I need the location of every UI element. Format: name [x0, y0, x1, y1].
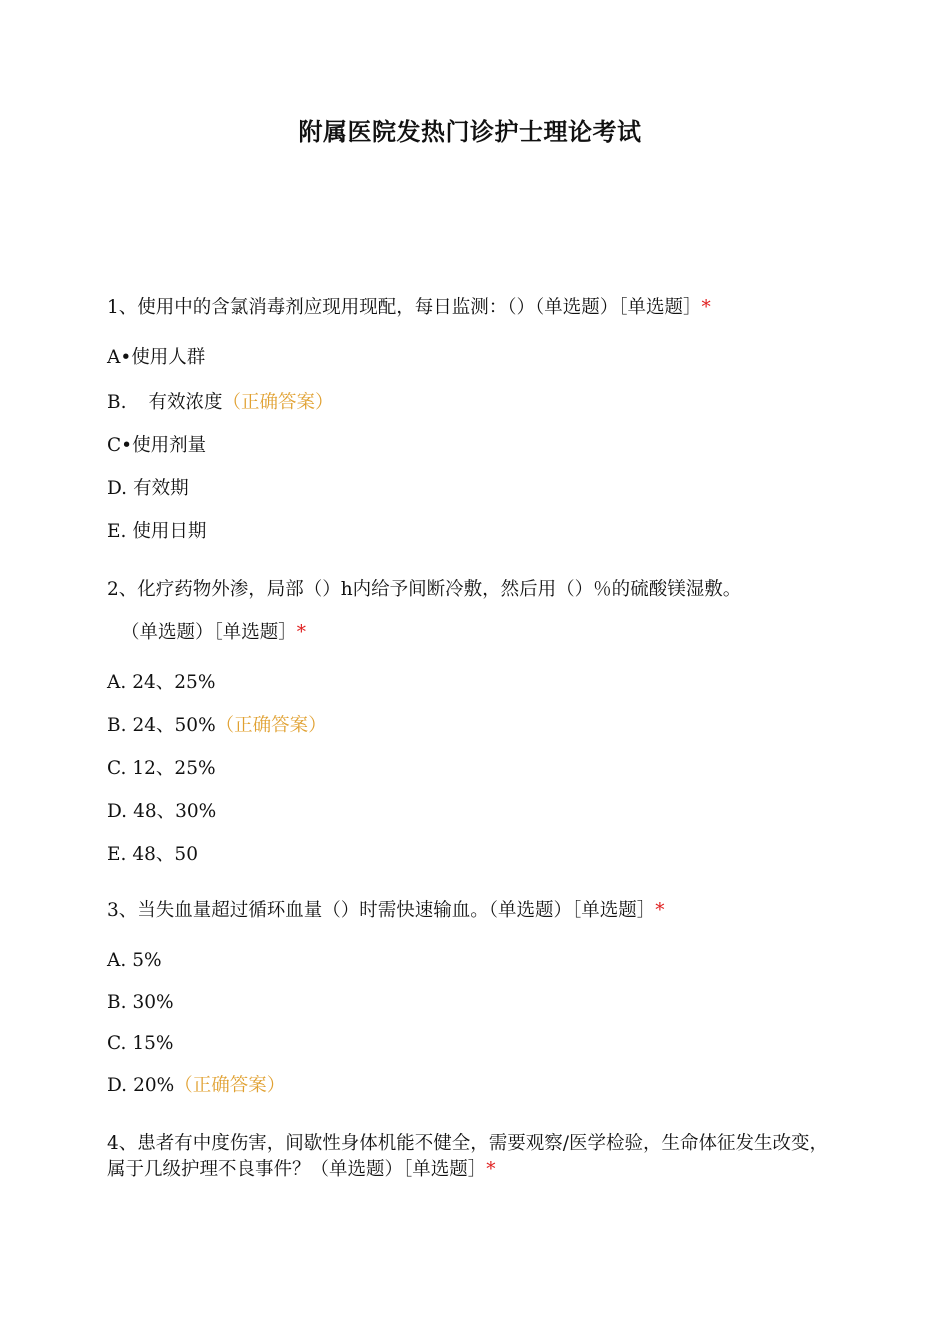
- option-text: 15%: [132, 1033, 174, 1054]
- q1-option-b[interactable]: [107, 391, 334, 415]
- correct-answer-label: （正确答案）: [174, 1075, 286, 1096]
- option-letter: D.: [107, 478, 128, 499]
- option-letter: C.: [107, 1033, 127, 1054]
- option-letter: D.: [107, 1075, 128, 1096]
- q2-option-d[interactable]: [107, 800, 216, 824]
- option-text: 24、25%: [132, 672, 216, 693]
- option-letter: A•: [107, 347, 132, 368]
- option-text: 20%: [133, 1075, 175, 1096]
- option-letter: E.: [107, 521, 127, 542]
- question-4-text: 4、患者有中度伤害，间歇性身体机能不健全，需要观察/医学检验，生命体征发生改变，属于几级护理不良事件？（单选题）［单选题］: [107, 1133, 829, 1180]
- correct-answer-label: （正确答案）: [222, 392, 334, 413]
- page-title: 附属医院发热门诊护士理论考试: [298, 118, 642, 146]
- option-text: 使用日期: [132, 521, 207, 542]
- q3-option-c[interactable]: [107, 1032, 174, 1056]
- option-letter: D.: [107, 801, 128, 822]
- q3-option-b[interactable]: [107, 991, 174, 1015]
- option-text: 30%: [132, 992, 174, 1013]
- correct-answer-label: （正确答案）: [215, 715, 327, 736]
- question-1: [107, 296, 711, 320]
- required-mark: *: [655, 900, 665, 921]
- question-4: [107, 1131, 842, 1183]
- option-text: 48、50: [132, 844, 198, 865]
- q2-option-a[interactable]: [107, 671, 215, 695]
- q1-option-d[interactable]: [107, 477, 189, 501]
- q3-option-a[interactable]: [107, 949, 162, 973]
- q2-option-b[interactable]: [107, 714, 327, 738]
- question-2-text: 2、化疗药物外渗，局部（）h内给予间断冷敷，然后用（）％的硫酸镁湿敷。: [107, 579, 742, 600]
- option-text: 5%: [132, 950, 162, 971]
- question-3: [107, 899, 665, 923]
- question-2: [107, 578, 741, 602]
- option-text: 48、30%: [133, 801, 217, 822]
- option-letter: A.: [107, 950, 127, 971]
- required-mark: *: [486, 1159, 496, 1180]
- option-letter: B.: [107, 392, 127, 413]
- question-1-text: 1、使用中的含氯消毒剂应现用现配，每日监测：（）（单选题）［单选题］: [107, 297, 702, 318]
- option-text: 12、25%: [132, 758, 216, 779]
- option-text: 使用人群: [131, 347, 206, 368]
- option-letter: B.: [107, 715, 127, 736]
- option-text: 使用剂量: [132, 435, 207, 456]
- option-letter: A.: [107, 672, 127, 693]
- q2-option-e[interactable]: [107, 843, 198, 867]
- question-2-type: （单选题）［单选题］: [121, 622, 297, 643]
- q1-option-a[interactable]: [107, 346, 205, 370]
- option-letter: C.: [107, 758, 127, 779]
- q1-option-e[interactable]: [107, 520, 206, 544]
- option-letter: E.: [107, 844, 127, 865]
- option-letter: C•: [107, 435, 133, 456]
- required-mark: *: [296, 622, 307, 643]
- question-2-cont: [121, 621, 306, 645]
- q1-option-c[interactable]: [107, 434, 206, 458]
- option-letter: B.: [107, 992, 127, 1013]
- option-text: 24、50%: [132, 715, 216, 736]
- q2-option-c[interactable]: [107, 757, 216, 781]
- option-text: 有效浓度: [148, 392, 223, 413]
- question-3-text: 3、当失血量超过循环血量（）时需快速输血。（单选题）［单选题］: [107, 900, 656, 921]
- q3-option-d[interactable]: [107, 1074, 285, 1098]
- option-text: 有效期: [133, 478, 189, 499]
- required-mark: *: [701, 297, 711, 318]
